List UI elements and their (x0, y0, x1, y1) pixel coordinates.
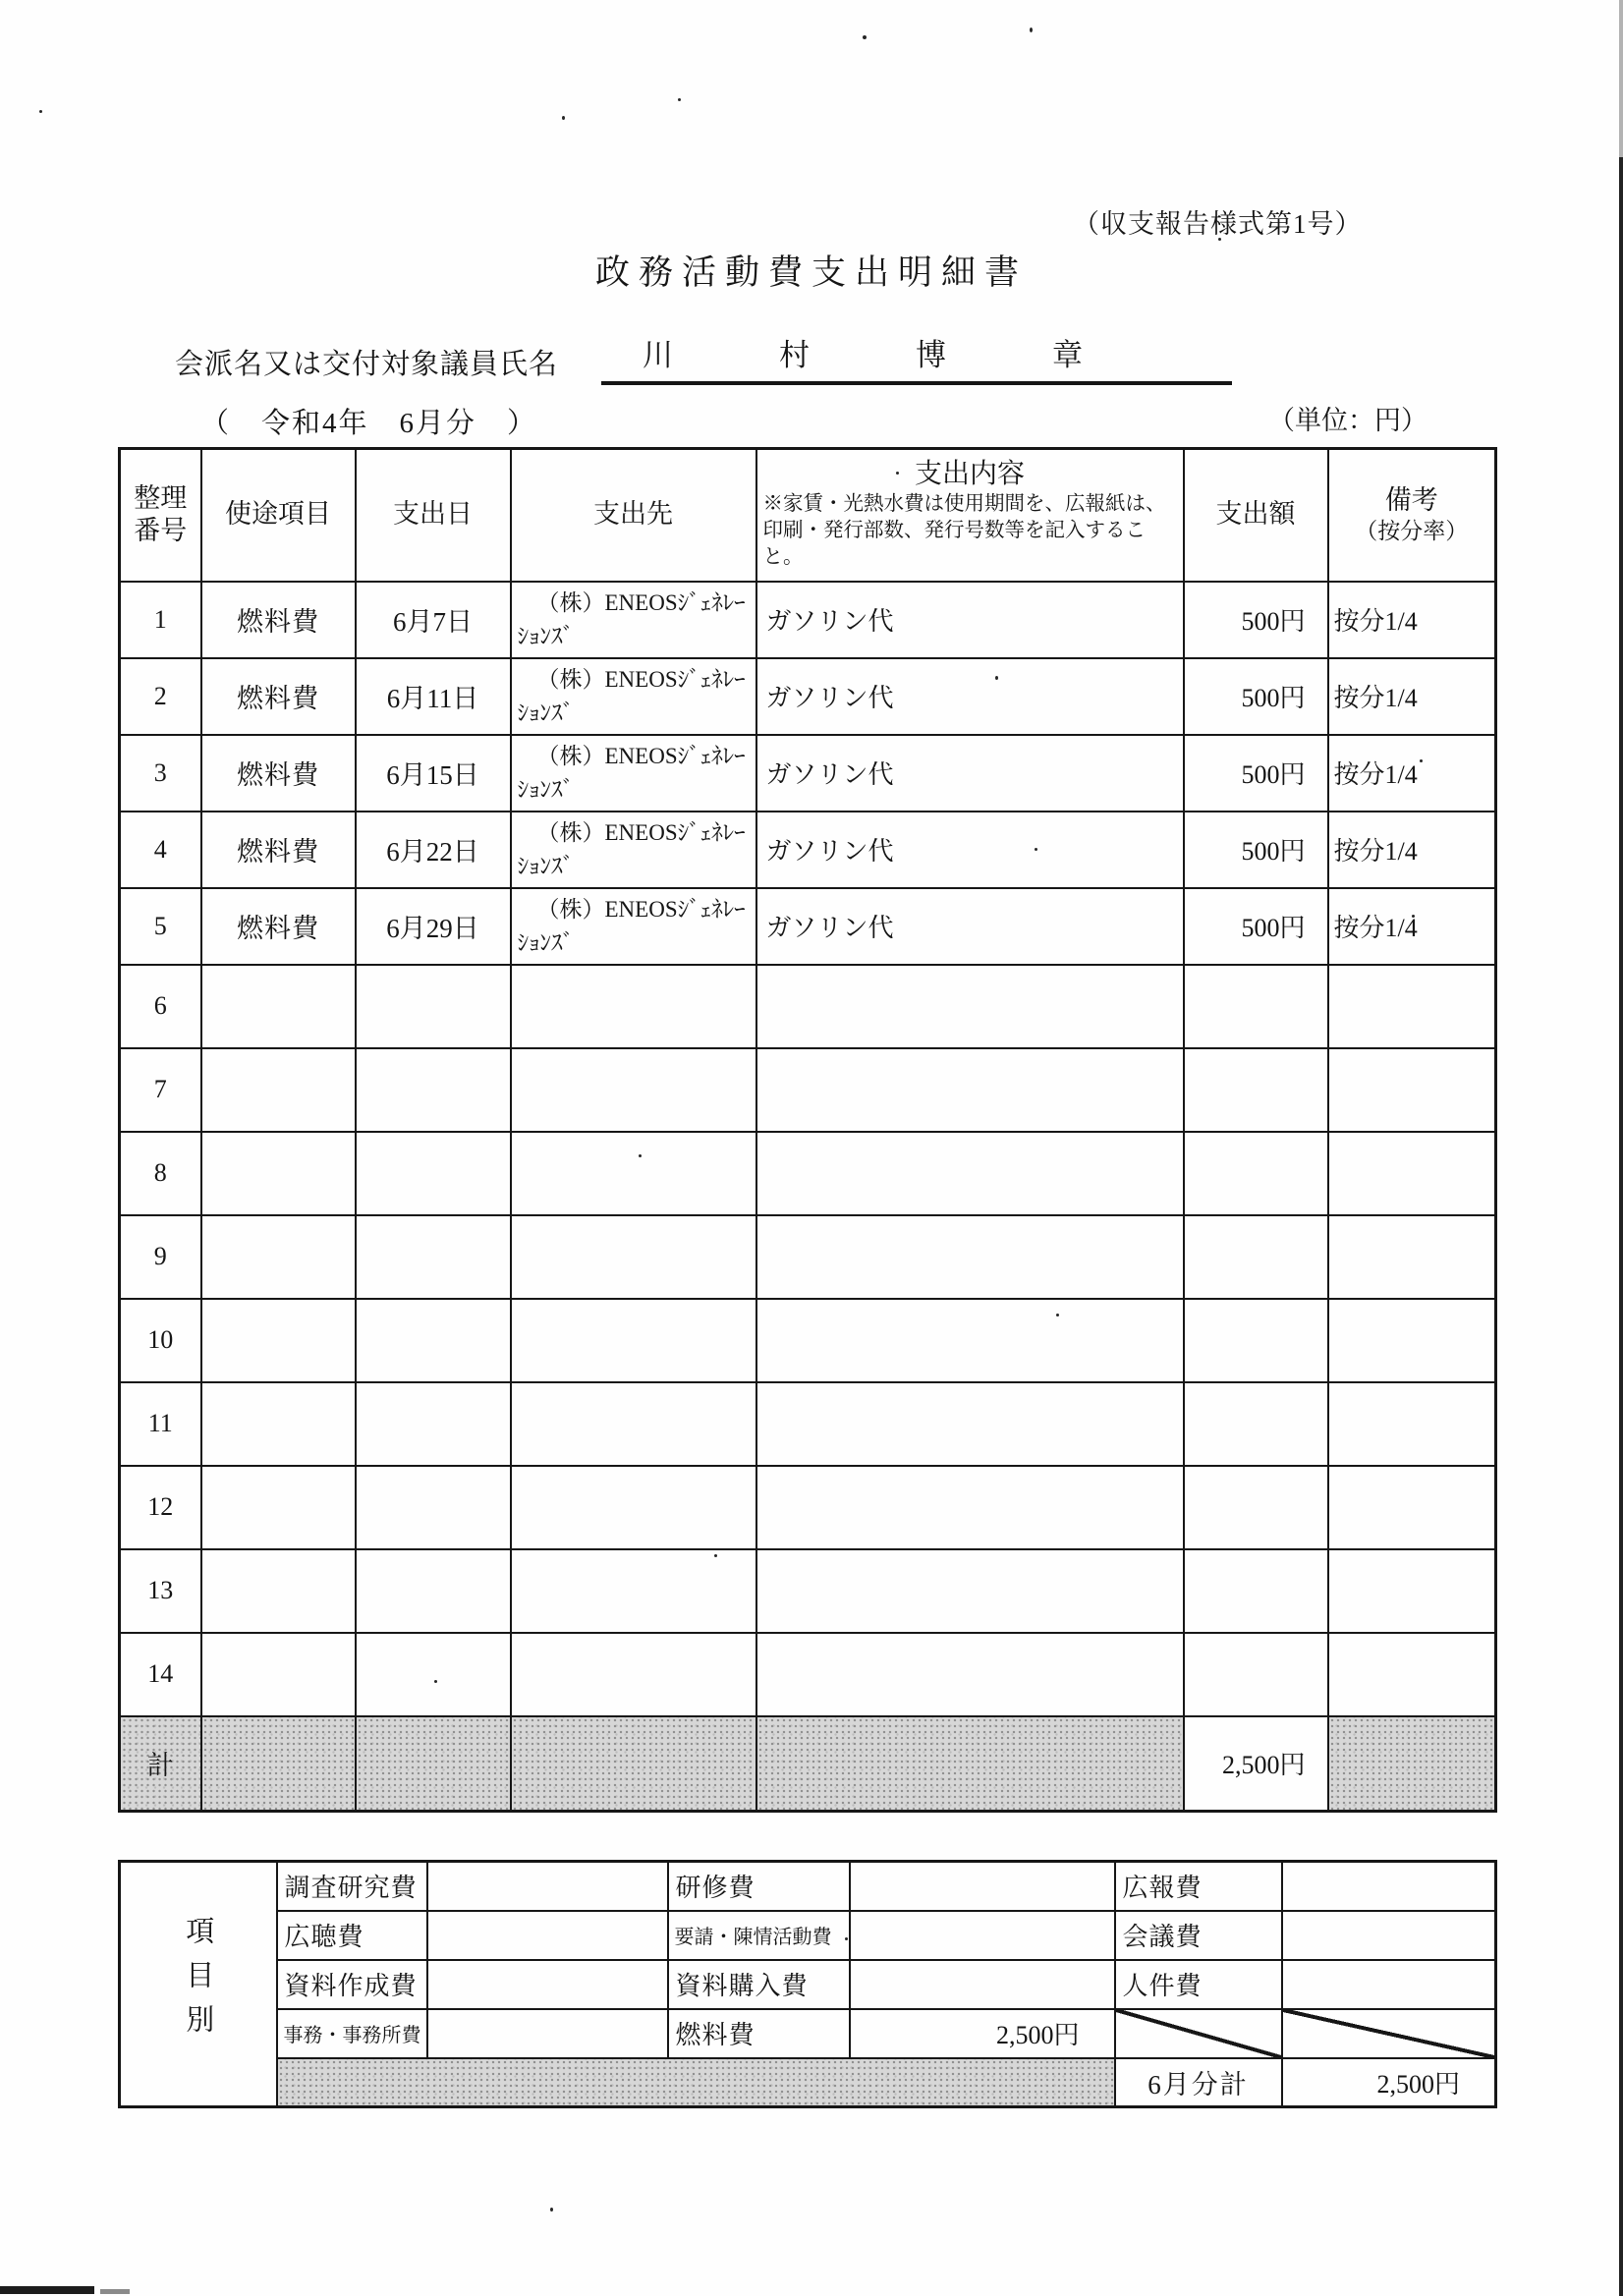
cell-no: 14 (120, 1633, 201, 1716)
cell-category (201, 1633, 356, 1716)
cell-no: 11 (120, 1382, 201, 1466)
summary-crossed-cell (1115, 2009, 1282, 2058)
cell-remarks (1328, 1466, 1496, 1549)
cell-remarks: 按分1/4 (1328, 735, 1496, 812)
cell-date: 6月11日 (356, 658, 511, 735)
cell-date: 6月7日 (356, 582, 511, 658)
cell-amount (1184, 1299, 1328, 1382)
summary-shaded-cell (277, 2058, 1115, 2107)
cell-payee (511, 1466, 756, 1549)
cell-amount (1184, 1132, 1328, 1215)
cell-category (201, 1299, 356, 1382)
cell-description (756, 1215, 1184, 1299)
cell-no: 2 (120, 658, 201, 735)
scan-speck (1030, 28, 1033, 32)
cell-payee (511, 1215, 756, 1299)
summary-label: 研修費 (668, 1862, 850, 1911)
summary-label: 広報費 (1115, 1862, 1282, 1911)
summary-label: 調査研究費 (277, 1862, 427, 1911)
cell-remarks (1328, 965, 1496, 1048)
cell-category (201, 1048, 356, 1132)
col-header-remarks (1328, 449, 1496, 582)
scan-speck (678, 98, 681, 101)
cell-no: 9 (120, 1215, 201, 1299)
member-name-label: 会派名又は交付対象議員氏名 (175, 349, 559, 380)
summary-label: 広聴費 (277, 1911, 427, 1960)
summary-label: 燃料費 (668, 2009, 850, 2058)
cell-date (356, 1382, 511, 1466)
cell-payee (511, 1048, 756, 1132)
cell-remarks: 按分1/4 (1328, 888, 1496, 965)
expense-row-7 (120, 1048, 1496, 1132)
cell-payee (511, 1382, 756, 1466)
cell-date (356, 1466, 511, 1549)
cell-description: ガソリン代 (756, 582, 1184, 658)
summary-value (427, 2009, 668, 2058)
cell-description (756, 1132, 1184, 1215)
col-header-category: 使途項目 (201, 449, 356, 582)
col-header-remarks-line2: （按分率） (1355, 518, 1469, 543)
cell-no: 8 (120, 1132, 201, 1215)
summary-value: 2,500円 (850, 2009, 1115, 2058)
cell-no: 12 (120, 1466, 201, 1549)
expense-row-3 (120, 735, 1496, 812)
expense-row-12 (120, 1466, 1496, 1549)
expense-row-10 (120, 1299, 1496, 1382)
summary-label: 事務・事務所費 (277, 2009, 427, 2058)
summary-label: 人件費 (1115, 1960, 1282, 2009)
cell-payee: （株）ENEOSｼﾞｪﾈﾚｰｼｮﾝｽﾞ (511, 812, 756, 888)
unit-note: （単位：円） (1268, 406, 1427, 435)
cell-category: 燃料費 (201, 735, 356, 812)
cell-payee (511, 1299, 756, 1382)
expense-row-5 (120, 888, 1496, 965)
cell-remarks: 按分1/4 (1328, 812, 1496, 888)
cell-remarks: 按分1/4 (1328, 582, 1496, 658)
expense-total-row (120, 1716, 1496, 1812)
cell-description (756, 1549, 1184, 1633)
summary-value (427, 1960, 668, 2009)
cell-date (356, 965, 511, 1048)
cell-amount: 500円 (1184, 888, 1328, 965)
cell-amount (1184, 1633, 1328, 1716)
cell-no: 10 (120, 1299, 201, 1382)
total-label: 計 (120, 1716, 201, 1812)
summary-side-label-cell (120, 1862, 277, 2107)
cell-description: ガソリン代 (756, 812, 1184, 888)
cell-date (356, 1215, 511, 1299)
cell-payee (511, 1549, 756, 1633)
scan-edge-artifact (1619, 0, 1623, 2296)
col-header-amount: 支出額 (1184, 449, 1328, 582)
cell-category: 燃料費 (201, 812, 356, 888)
cell-category (201, 965, 356, 1048)
cell-category: 燃料費 (201, 658, 356, 735)
cell-no: 7 (120, 1048, 201, 1132)
cell-amount (1184, 1466, 1328, 1549)
cell-description: ガソリン代 (756, 658, 1184, 735)
cell-description (756, 1466, 1184, 1549)
expense-row-8 (120, 1132, 1496, 1215)
col-header-date: 支出日 (356, 449, 511, 582)
cell-remarks (1328, 1382, 1496, 1466)
expense-row-9 (120, 1215, 1496, 1299)
page-title: 政務活動費支出明細書 (594, 253, 1028, 292)
cell-no: 4 (120, 812, 201, 888)
summary-crossed-cell (1282, 2009, 1496, 2058)
total-shaded-cell (201, 1716, 356, 1812)
expense-table-header-row (120, 449, 1496, 582)
summary-value (1282, 1911, 1496, 1960)
summary-side-label: 項目別 (182, 1915, 214, 2048)
expense-row-2 (120, 658, 1496, 735)
scan-corner-mark-small (100, 2289, 130, 2294)
col-header-description (756, 449, 1184, 582)
expense-row-1 (120, 582, 1496, 658)
cell-category (201, 1132, 356, 1215)
summary-row-3 (120, 1960, 1496, 2009)
total-shaded-cell (356, 1716, 511, 1812)
member-name-value: 川村博章 (601, 330, 1232, 385)
expense-row-11 (120, 1382, 1496, 1466)
total-shaded-cell (1328, 1716, 1496, 1812)
period-label: （ 令和4年 6月分 ） (200, 408, 538, 439)
total-shaded-cell (511, 1716, 756, 1812)
cell-payee (511, 965, 756, 1048)
summary-label: 資料購入費 (668, 1960, 850, 2009)
cell-date (356, 1633, 511, 1716)
col-header-remarks-line1: 備考 (1384, 485, 1438, 515)
cell-no: 13 (120, 1549, 201, 1633)
cell-no: 1 (120, 582, 201, 658)
cell-remarks (1328, 1132, 1496, 1215)
cell-category (201, 1215, 356, 1299)
cell-category (201, 1549, 356, 1633)
cell-date (356, 1048, 511, 1132)
cell-date: 6月29日 (356, 888, 511, 965)
cell-date: 6月22日 (356, 812, 511, 888)
summary-label: 会議費 (1115, 1911, 1282, 1960)
summary-label: 要請・陳情活動費 (668, 1911, 850, 1960)
cell-date (356, 1132, 511, 1215)
summary-row-2 (120, 1911, 1496, 1960)
cell-remarks (1328, 1299, 1496, 1382)
cell-description (756, 1299, 1184, 1382)
cell-amount (1184, 1382, 1328, 1466)
total-shaded-cell (756, 1716, 1184, 1812)
cell-description: ガソリン代 (756, 735, 1184, 812)
month-total-label: 6月分計 (1115, 2058, 1282, 2107)
scan-speck (562, 116, 565, 120)
expense-row-14 (120, 1633, 1496, 1716)
summary-total-row (120, 2058, 1496, 2107)
col-header-no: 整理番号 (120, 449, 201, 582)
category-summary-table (118, 1860, 1497, 2108)
cell-category (201, 1382, 356, 1466)
cell-remarks (1328, 1048, 1496, 1132)
cell-amount: 500円 (1184, 735, 1328, 812)
summary-value (850, 1960, 1115, 2009)
cell-category (201, 1466, 356, 1549)
cell-amount (1184, 1048, 1328, 1132)
cell-no: 6 (120, 965, 201, 1048)
cell-description (756, 1048, 1184, 1132)
cell-remarks: 按分1/4 (1328, 658, 1496, 735)
cell-remarks (1328, 1549, 1496, 1633)
cell-payee: （株）ENEOSｼﾞｪﾈﾚｰｼｮﾝｽﾞ (511, 735, 756, 812)
cell-date (356, 1299, 511, 1382)
cell-no: 5 (120, 888, 201, 965)
summary-label: 資料作成費 (277, 1960, 427, 2009)
cell-amount: 500円 (1184, 812, 1328, 888)
cell-date: 6月15日 (356, 735, 511, 812)
cell-payee: （株）ENEOSｼﾞｪﾈﾚｰｼｮﾝｽﾞ (511, 658, 756, 735)
scan-speck (550, 2208, 553, 2212)
cell-category: 燃料費 (201, 582, 356, 658)
cell-description: ガソリン代 (756, 888, 1184, 965)
cell-amount (1184, 1549, 1328, 1633)
month-total-value: 2,500円 (1282, 2058, 1496, 2107)
cell-description (756, 1382, 1184, 1466)
cell-payee (511, 1132, 756, 1215)
cell-amount: 500円 (1184, 582, 1328, 658)
col-header-description-title: 支出内容 (914, 458, 1025, 489)
form-number: （収支報告様式第1号） (1073, 209, 1363, 239)
cell-no: 3 (120, 735, 201, 812)
cell-payee: （株）ENEOSｼﾞｪﾈﾚｰｼｮﾝｽﾞ (511, 582, 756, 658)
summary-value (427, 1911, 668, 1960)
scan-speck (39, 110, 42, 113)
cell-amount: 500円 (1184, 658, 1328, 735)
summary-value (427, 1862, 668, 1911)
expense-row-13 (120, 1549, 1496, 1633)
col-header-payee: 支出先 (511, 449, 756, 582)
summary-value (1282, 1960, 1496, 2009)
cell-remarks (1328, 1633, 1496, 1716)
summary-value (1282, 1862, 1496, 1911)
cell-payee (511, 1633, 756, 1716)
expense-detail-table (118, 447, 1497, 1813)
scan-speck (863, 35, 867, 39)
total-amount: 2,500円 (1184, 1716, 1328, 1812)
cell-amount (1184, 1215, 1328, 1299)
col-header-description-note: ※家賃・光熱水費は使用期間を、広報紙は、印刷・発行部数、発行号数等を記入すること。 (762, 492, 1166, 568)
scan-corner-mark (0, 2286, 94, 2294)
expense-row-4 (120, 812, 1496, 888)
summary-value (850, 1862, 1115, 1911)
summary-value (850, 1911, 1115, 1960)
cell-amount (1184, 965, 1328, 1048)
cell-description (756, 965, 1184, 1048)
cell-description (756, 1633, 1184, 1716)
summary-row-1 (120, 1862, 1496, 1911)
cell-payee: （株）ENEOSｼﾞｪﾈﾚｰｼｮﾝｽﾞ (511, 888, 756, 965)
cell-remarks (1328, 1215, 1496, 1299)
cell-date (356, 1549, 511, 1633)
summary-row-4 (120, 2009, 1496, 2058)
cell-category: 燃料費 (201, 888, 356, 965)
expense-row-6 (120, 965, 1496, 1048)
